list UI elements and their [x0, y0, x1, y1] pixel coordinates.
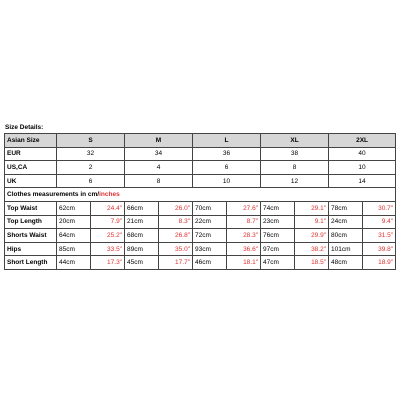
inch-value-cell: 29.1": [295, 201, 329, 215]
size-details-caption: Size Details:: [5, 124, 44, 131]
row-label: EUR: [5, 147, 57, 161]
cm-value-cell: 48cm: [329, 256, 363, 270]
row-label: US,CA: [5, 161, 57, 175]
cm-value-cell: 85cm: [57, 242, 91, 256]
cm-value-cell: 22cm: [193, 215, 227, 229]
inch-value-cell: 18.5": [295, 256, 329, 270]
measurements-section-row: [5, 188, 396, 202]
row-label: Short Length: [5, 256, 57, 270]
inch-value-cell: 17.7": [159, 256, 193, 270]
cm-value-cell: 78cm: [329, 201, 363, 215]
size-conversion-row: [5, 174, 396, 188]
size-value-cell: 12: [261, 174, 329, 188]
size-value-cell: 36: [193, 147, 261, 161]
cm-value-cell: 93cm: [193, 242, 227, 256]
measurement-row: [5, 215, 396, 229]
measurement-row: [5, 229, 396, 243]
cm-value-cell: 21cm: [125, 215, 159, 229]
size-value-cell: 8: [261, 161, 329, 175]
section-title-prefix: Clothes measurements in cm/: [7, 191, 100, 199]
cm-value-cell: 45cm: [125, 256, 159, 270]
cm-value-cell: 64cm: [57, 229, 91, 243]
measurement-row: [5, 242, 396, 256]
inch-value-cell: 27.6": [227, 201, 261, 215]
cm-value-cell: 101cm: [329, 242, 363, 256]
size-header-2xl: 2XL: [329, 134, 396, 148]
size-header-m: M: [125, 134, 193, 148]
inch-value-cell: 30.7": [363, 201, 396, 215]
inch-value-cell: 36.6": [227, 242, 261, 256]
cm-value-cell: 76cm: [261, 229, 295, 243]
row-label: UK: [5, 174, 57, 188]
inch-value-cell: 25.2": [91, 229, 125, 243]
row-label: Shorts Waist: [5, 229, 57, 243]
size-header-row: [5, 134, 396, 148]
cm-value-cell: 80cm: [329, 229, 363, 243]
row-label: Top Length: [5, 215, 57, 229]
cm-value-cell: 68cm: [125, 229, 159, 243]
inch-value-cell: 9.4": [363, 215, 396, 229]
size-value-cell: 32: [57, 147, 125, 161]
cm-value-cell: 47cm: [261, 256, 295, 270]
cm-value-cell: 70cm: [193, 201, 227, 215]
inch-value-cell: 24.4": [91, 201, 125, 215]
inch-value-cell: 31.5": [363, 229, 396, 243]
size-value-cell: 14: [329, 174, 396, 188]
size-chart-table: [4, 133, 396, 270]
cm-value-cell: 24cm: [329, 215, 363, 229]
inch-value-cell: 39.8": [363, 242, 396, 256]
measurement-row: [5, 201, 396, 215]
size-value-cell: 34: [125, 147, 193, 161]
size-header-label: Asian Size: [5, 134, 57, 148]
size-header-l: L: [193, 134, 261, 148]
size-conversion-row: [5, 161, 396, 175]
cm-value-cell: 66cm: [125, 201, 159, 215]
size-value-cell: 38: [261, 147, 329, 161]
cm-value-cell: 74cm: [261, 201, 295, 215]
cm-value-cell: 20cm: [57, 215, 91, 229]
inch-value-cell: 7.9": [91, 215, 125, 229]
cm-value-cell: 23cm: [261, 215, 295, 229]
measurements-section-title: [5, 188, 396, 202]
inch-value-cell: 18.1": [227, 256, 261, 270]
inch-value-cell: 26.0": [159, 201, 193, 215]
inch-value-cell: 26.8": [159, 229, 193, 243]
cm-value-cell: 62cm: [57, 201, 91, 215]
inch-value-cell: 35.0": [159, 242, 193, 256]
row-label: Hips: [5, 242, 57, 256]
inch-value-cell: 28.3": [227, 229, 261, 243]
size-value-cell: 8: [125, 174, 193, 188]
section-title-highlight: inches: [99, 191, 120, 199]
inch-value-cell: 17.3": [91, 256, 125, 270]
inch-value-cell: 8.7": [227, 215, 261, 229]
size-header-xl: XL: [261, 134, 329, 148]
inch-value-cell: 9.1": [295, 215, 329, 229]
row-label: Top Waist: [5, 201, 57, 215]
cm-value-cell: 44cm: [57, 256, 91, 270]
inch-value-cell: 18.9": [363, 256, 396, 270]
cm-value-cell: 89cm: [125, 242, 159, 256]
cm-value-cell: 72cm: [193, 229, 227, 243]
size-value-cell: 6: [193, 161, 261, 175]
inch-value-cell: 33.5": [91, 242, 125, 256]
size-value-cell: 4: [125, 161, 193, 175]
size-value-cell: 40: [329, 147, 396, 161]
inch-value-cell: 38.2": [295, 242, 329, 256]
inch-value-cell: 8.3": [159, 215, 193, 229]
cm-value-cell: 97cm: [261, 242, 295, 256]
size-value-cell: 2: [57, 161, 125, 175]
size-value-cell: 6: [57, 174, 125, 188]
inch-value-cell: 29.9": [295, 229, 329, 243]
measurement-row: [5, 256, 396, 270]
size-value-cell: 10: [329, 161, 396, 175]
size-conversion-row: [5, 147, 396, 161]
size-chart-body: [5, 134, 396, 270]
size-value-cell: 10: [193, 174, 261, 188]
size-header-s: S: [57, 134, 125, 148]
cm-value-cell: 46cm: [193, 256, 227, 270]
